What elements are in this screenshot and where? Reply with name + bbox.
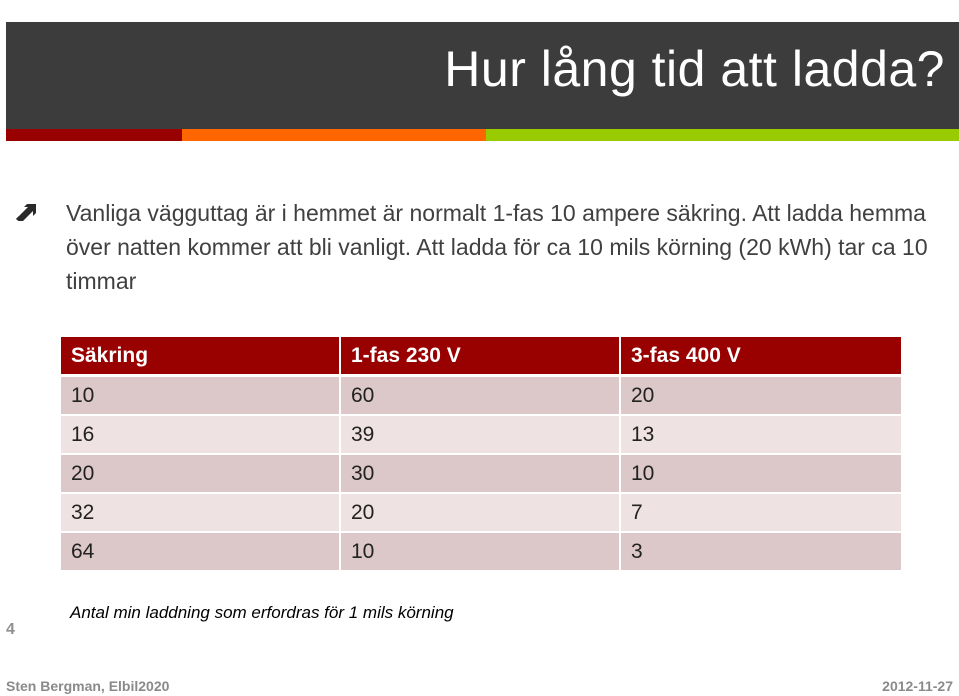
slide-title: Hur lång tid att ladda? — [444, 41, 945, 97]
table-cell: 39 — [341, 416, 621, 455]
arrow-bullet-icon — [14, 203, 40, 221]
table-row — [61, 416, 901, 455]
header-sakring: Säkring — [61, 337, 341, 377]
table-row — [61, 377, 901, 416]
footer-author: Sten Bergman, Elbil2020 — [6, 678, 170, 694]
slide-number: 4 — [6, 621, 15, 638]
accent-stripe-green — [486, 129, 959, 141]
table-cell: 20 — [61, 455, 341, 494]
table-cell: 16 — [61, 416, 341, 455]
table-cell: 32 — [61, 494, 341, 533]
table-cell: 10 — [621, 455, 901, 494]
table-cell: 10 — [341, 533, 621, 572]
table-cell: 64 — [61, 533, 341, 572]
header-3-fas: 3-fas 400 V — [621, 337, 901, 377]
table-cell: 3 — [621, 533, 901, 572]
table-row — [61, 533, 901, 572]
accent-stripe-red — [6, 129, 182, 141]
table-header-row — [61, 337, 901, 377]
table-cell: 10 — [61, 377, 341, 416]
table-row — [61, 455, 901, 494]
header-1-fas: 1-fas 230 V — [341, 337, 621, 377]
accent-stripe-orange — [182, 129, 486, 141]
table-row — [61, 494, 901, 533]
bullet-text: Vanliga vägguttag är i hemmet är normalt 1-fas 10 ampere säkring. Att ladda hemma över natten kommer att bli vanligt. Att ladda för ca 10 mils körning (20 kWh) tar ca 10 timmar — [66, 200, 928, 294]
table-caption: Antal min laddning som erfordras för 1 mils körning — [70, 603, 454, 622]
footer-date: 2012-11-27 — [882, 678, 953, 694]
charging-time-table — [61, 337, 901, 572]
table-cell: 20 — [621, 377, 901, 416]
table-cell: 30 — [341, 455, 621, 494]
table-cell: 60 — [341, 377, 621, 416]
table-cell: 7 — [621, 494, 901, 533]
table-cell: 13 — [621, 416, 901, 455]
table-cell: 20 — [341, 494, 621, 533]
